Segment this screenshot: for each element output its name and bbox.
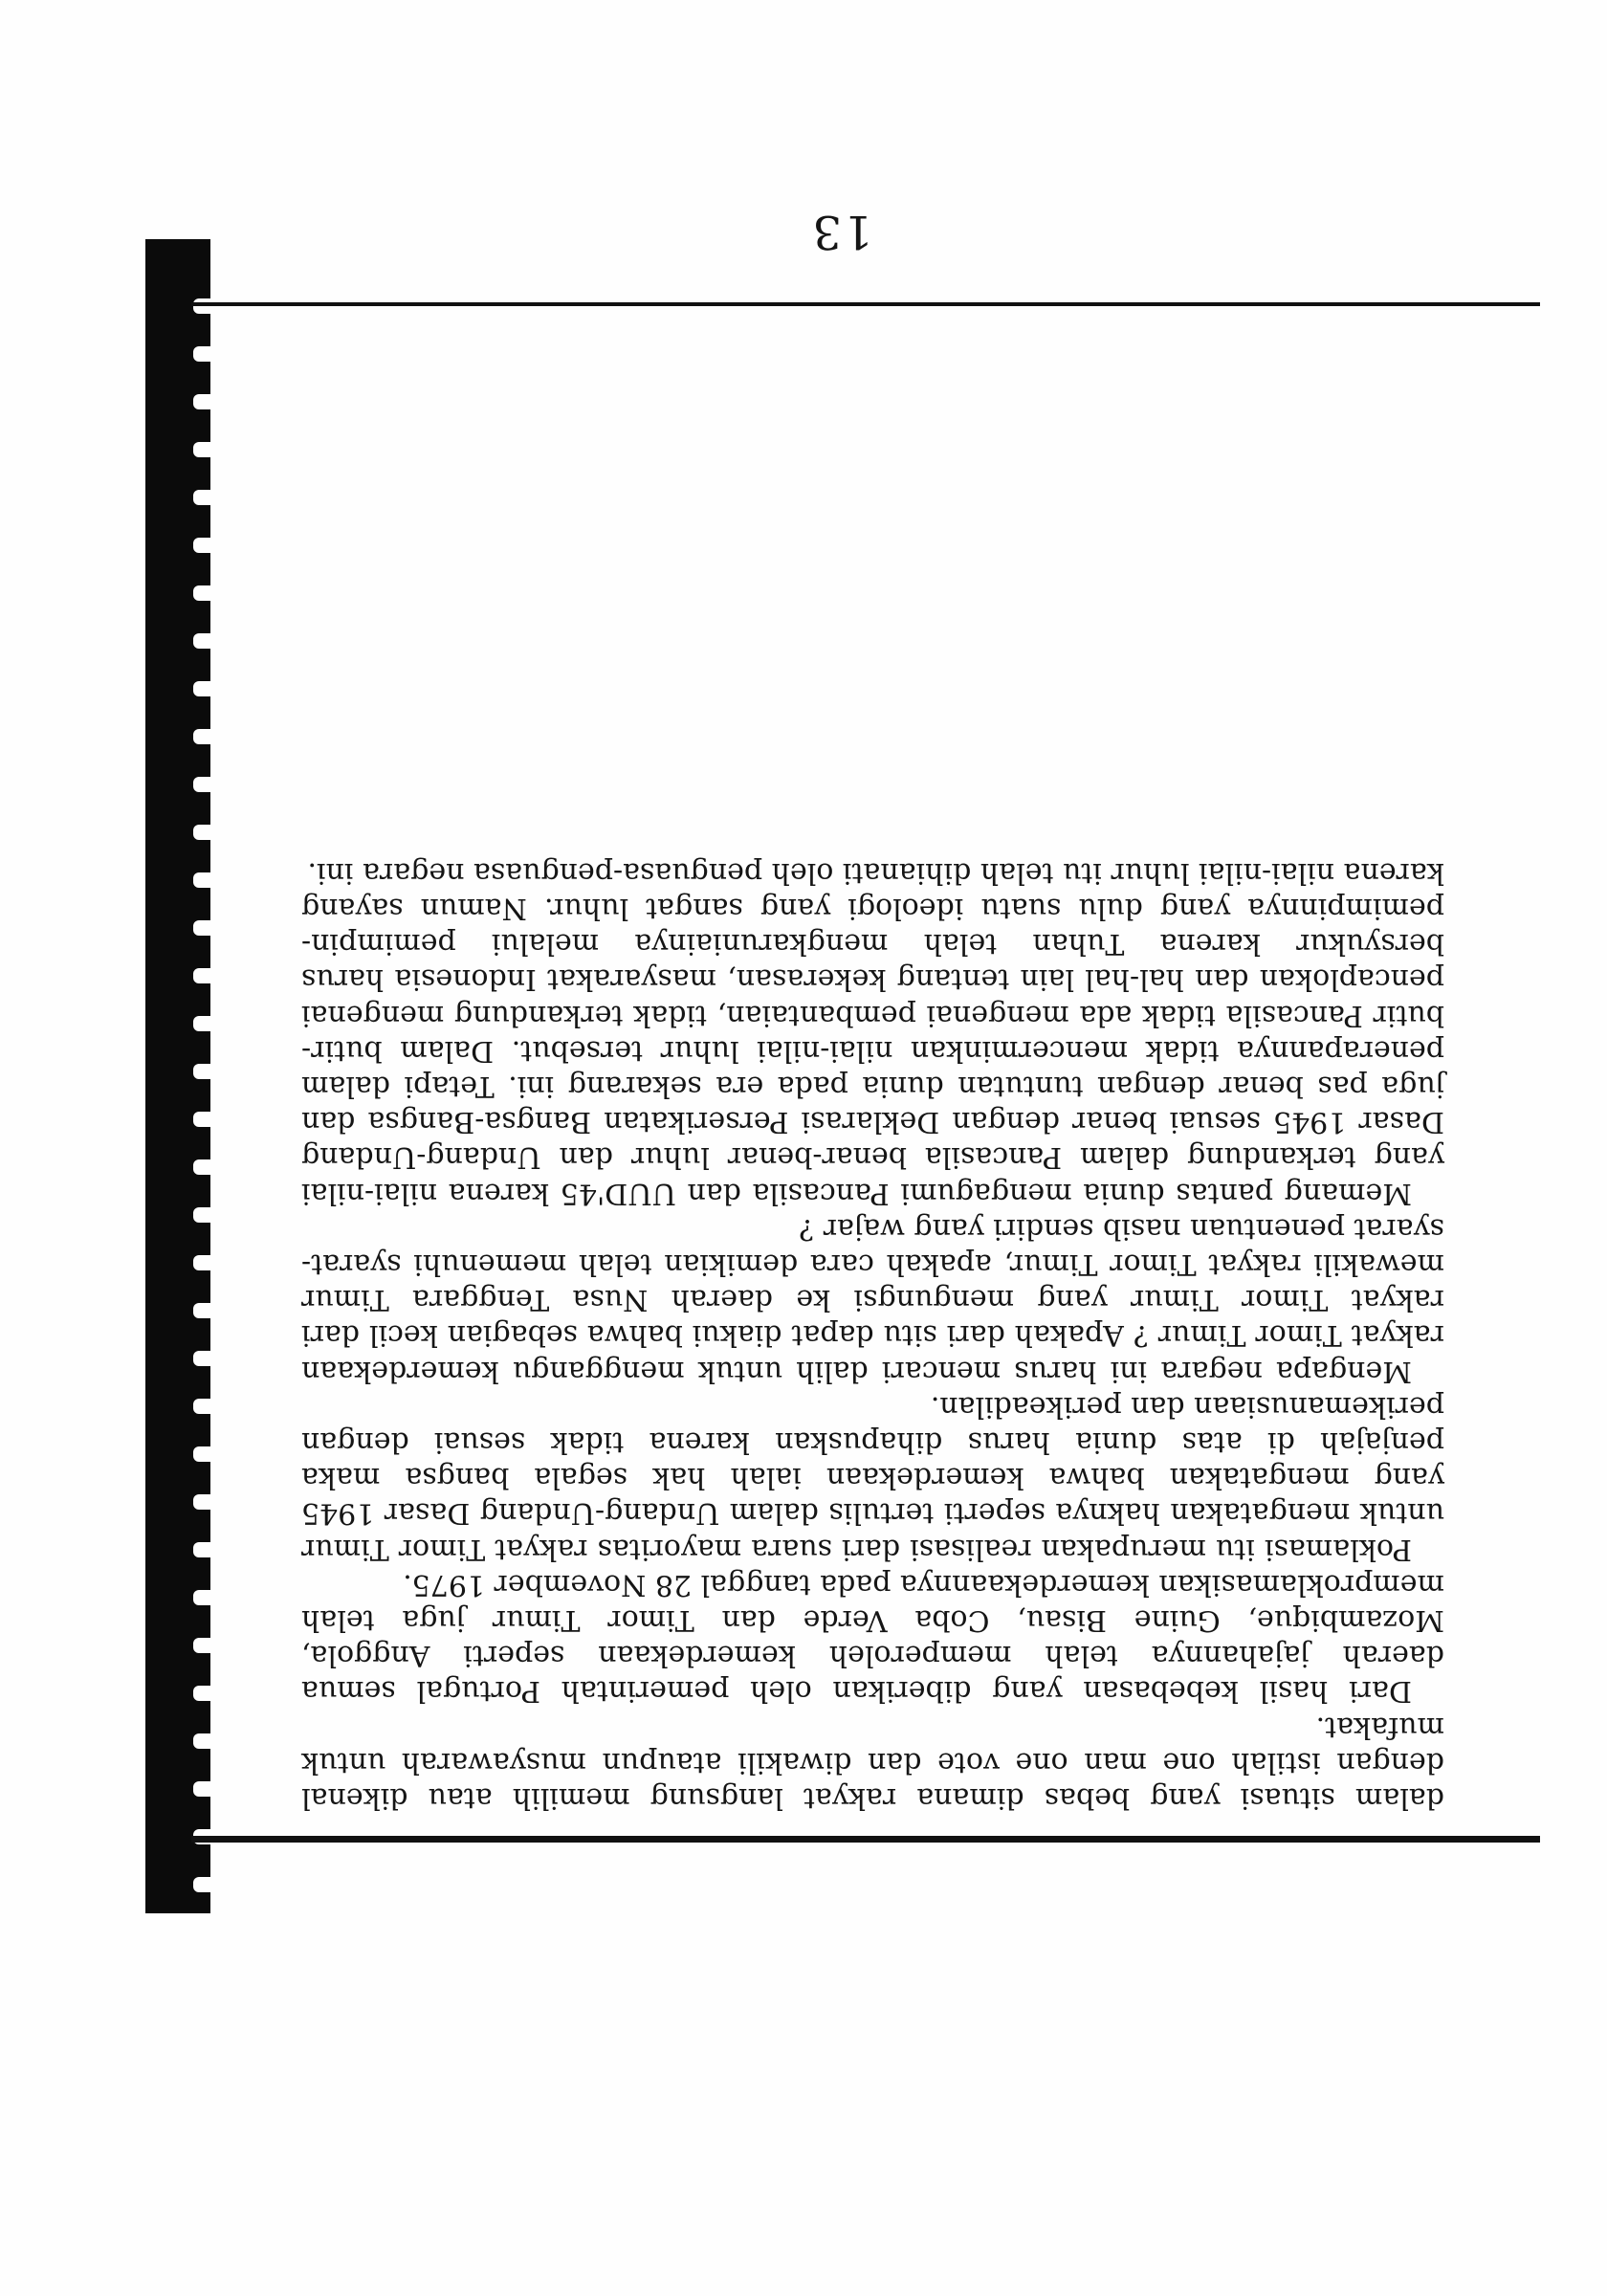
page-number: 13 — [810, 205, 873, 258]
top-rule — [191, 1836, 1540, 1843]
bottom-rule — [191, 302, 1540, 306]
paragraph: Dari hasil kebebasan yang diberikan oleh pemerintah Portugal semua daerah jajahannya telah memperoleh kemerdekaan seperti Anggola, Mozambique, Guine Bisau, Coba Verde dan Timor Timur juga telah memproklamasikan kemerdekaannya pada tanggal 28 November 1975. — [301, 1567, 1444, 1709]
paragraph: Mengapa negara ini harus mencari dalih untuk menggangu kemerdekaan rakyat Timor Timur ? Apakah dari situ dapat diakui bahwa sebagian kecil dari rakyat Timor Timur yang mengungsi ke daerah Nusa Tenggara Timur mewakili rakyat Timor Timur, apakah cara demikian telah memenuhi syarat-syarat penentuan nasib sendiri yang wajar ? — [301, 1211, 1444, 1388]
body-text — [301, 855, 1444, 1816]
paragraph: Poklamasi itu merupakan realisasi dari suara mayoritas rakyat Timor Timur untuk mengatakan haknya seperti tertulis dalam Undang-Undang Dasar 1945 yang mengatakan bahwa kemerdekaan ialah hak segala bangsa maka penjajah di atas dunia harus dihapuskan karena tidak sesuai dengan perikemanusiaan dan perikeadilan. — [301, 1389, 1444, 1566]
binding-strip — [145, 239, 210, 1913]
paragraph: dalam situasi yang bebas dimana rakyat langsung memilih atau dikenal dengan istilah one man one vote dan diwakili ataupun musyawarah untuk mufakat. — [301, 1710, 1444, 1815]
paragraph: Memang pantas dunia mengagumi Pancasila dan UUD'45 karena nilai-nilai yang terkandung dalam Pancasila benar-benar luhur dan Undang-Undang Dasar 1945 sesuai benar dengan Deklarasi Perserikatan Bangsa-Bangsa dan juga pas benar dengan tuntutan dunia pada era sekarang ini. Tetapi dalam penerapannya tidak mencerminkan nilai-nilai luhur tersebut. Dalam butir-butir Pancasila tidak ada mengenai pembantaian, tidak terkandung mengenai pencaplokan dan hal-hal lain tentang kekerasan, masyarakat Indonesia harus bersyukur karena Tuhan telah mengkaruniainya melalui pemimpin-pemimpinnya yang dulu suatu ideologi yang sangat luhur. Namun sayang karena nilai-nilai luhur itu telah dihianati oleh penguasa-penguasa negara ini. — [301, 855, 1444, 1210]
